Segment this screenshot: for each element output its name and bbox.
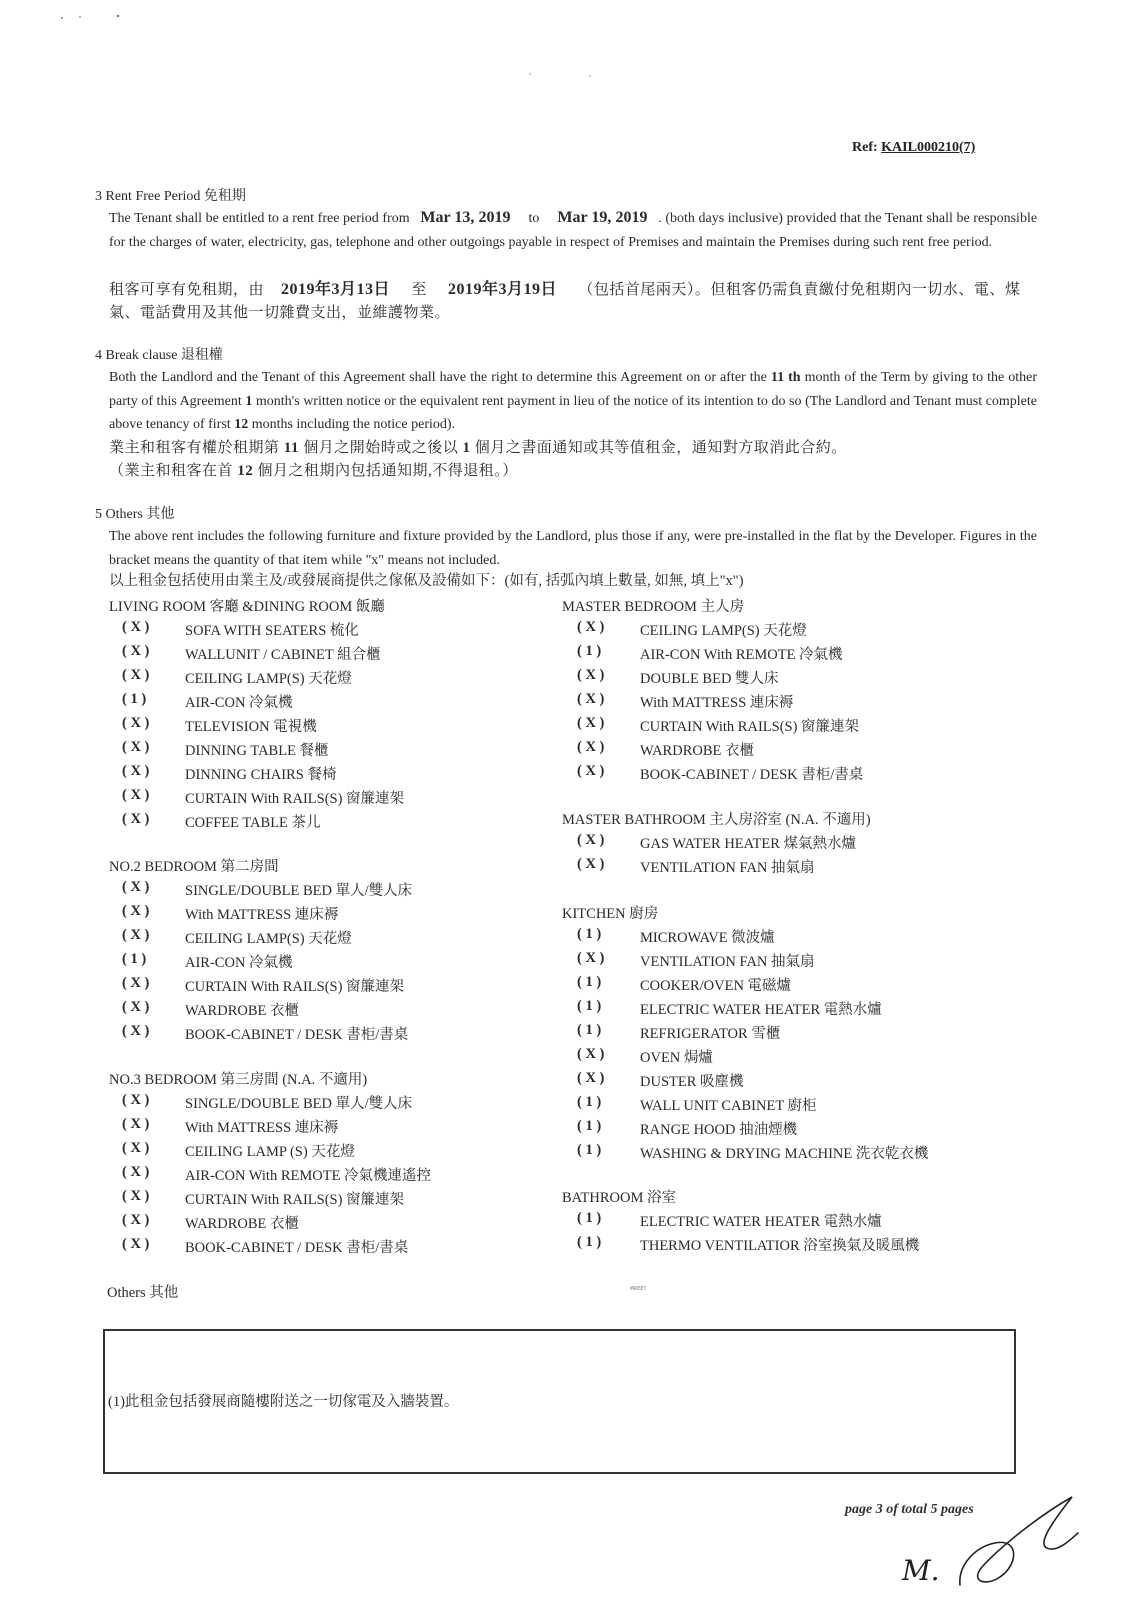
item-quantity: ( X ) xyxy=(577,715,605,731)
item-quantity: ( X ) xyxy=(122,1188,150,1204)
item-quantity: ( X ) xyxy=(577,691,605,707)
item-label: VENTILATION FAN 抽氣扇 xyxy=(640,954,815,970)
section-3-chinese: 租客可享有免租期，由 2019年3月13日 至 2019年3月19日 （包括首尾兩天）。但租客仍需負責繳付免租期內一切水、電、煤氣、電話費用及其他一切雜費支出，並維護物業。 xyxy=(109,281,1021,321)
item-quantity: ( X ) xyxy=(122,643,150,659)
signature xyxy=(900,1485,1100,1595)
item-quantity: ( X ) xyxy=(122,619,150,635)
bedroom-2-title: NO.2 BEDROOM 第二房間 xyxy=(109,859,279,875)
item-label: DUSTER 吸塵機 xyxy=(640,1074,744,1090)
section-4-heading: 4 Break clause 退租權 xyxy=(95,348,223,363)
item-quantity: ( X ) xyxy=(577,763,605,779)
item-quantity: ( X ) xyxy=(122,1236,150,1252)
item-quantity: ( X ) xyxy=(122,975,150,991)
item-label: REFRIGERATOR 雪櫃 xyxy=(640,1026,781,1042)
item-quantity: ( 1 ) xyxy=(577,926,602,942)
item-label: CEILING LAMP(S) 天花燈 xyxy=(185,671,352,687)
item-label: BOOK-CABINET / DESK 書柜/書桌 xyxy=(640,767,864,783)
item-quantity: ( X ) xyxy=(122,739,150,755)
item-label: WARDROBE 衣櫃 xyxy=(640,743,754,759)
item-label: SOFA WITH SEATERS 梳化 xyxy=(185,623,359,639)
item-quantity: ( X ) xyxy=(122,1212,150,1228)
item-label: DOUBLE BED 雙人床 xyxy=(640,671,779,687)
item-quantity: ( X ) xyxy=(577,856,605,872)
item-label: MICROWAVE 微波爐 xyxy=(640,930,775,946)
item-label: WARDROBE 衣櫃 xyxy=(185,1003,299,1019)
item-quantity: ( 1 ) xyxy=(577,1118,602,1134)
item-quantity: ( 1 ) xyxy=(122,691,147,707)
ref-error-mark: #REF! xyxy=(630,1286,647,1292)
item-label: CURTAIN With RAILS(S) 窗簾連架 xyxy=(185,1192,405,1208)
reference-number xyxy=(852,140,975,156)
item-quantity: ( X ) xyxy=(122,1116,150,1132)
item-label: GAS WATER HEATER 煤氣熱水爐 xyxy=(640,836,857,852)
others-label: Others 其他 xyxy=(107,1285,179,1301)
item-label: CEILING LAMP (S) 天花燈 xyxy=(185,1144,355,1160)
bathroom-title: BATHROOM 浴室 xyxy=(562,1190,676,1206)
item-quantity: ( X ) xyxy=(122,927,150,943)
item-quantity: ( X ) xyxy=(577,619,605,635)
item-quantity: ( X ) xyxy=(577,1070,605,1086)
item-quantity: ( X ) xyxy=(122,763,150,779)
item-quantity: ( X ) xyxy=(577,739,605,755)
master-bedroom-title: MASTER BEDROOM 主人房 xyxy=(562,599,745,615)
scan-specks xyxy=(0,0,1130,100)
item-quantity: ( 1 ) xyxy=(577,1142,602,1158)
item-label: WALLUNIT / CABINET 組合櫃 xyxy=(185,647,381,663)
item-label: With MATTRESS 連床褥 xyxy=(185,1120,339,1136)
item-label: AIR-CON 冷氣機 xyxy=(185,955,293,971)
living-room-title: LIVING ROOM 客廳 &DINING ROOM 飯廳 xyxy=(109,599,385,615)
item-label: DINNING CHAIRS 餐椅 xyxy=(185,767,337,783)
item-quantity: ( X ) xyxy=(122,879,150,895)
section-3-english: The Tenant shall be entitled to a rent free period from Mar 13, 2019 to Mar 19, 2019 . (both days inclusive) provided that the Tenant shall be responsible for the charges of water, electricity, gas, telephone and other outgoings payable in respect of Premises and maintain the Premises during such rent free period. xyxy=(109,209,1038,250)
item-quantity: ( X ) xyxy=(577,667,605,683)
item-label: AIR-CON With REMOTE 冷氣機連遙控 xyxy=(185,1168,432,1184)
section-3-heading: 3 Rent Free Period 免租期 xyxy=(95,189,246,204)
item-quantity: ( 1 ) xyxy=(577,1210,602,1226)
section-5-heading: 5 Others 其他 xyxy=(95,507,175,522)
item-label: CURTAIN With RAILS(S) 窗簾連架 xyxy=(640,719,860,735)
item-quantity: ( X ) xyxy=(122,1164,150,1180)
item-quantity: ( 1 ) xyxy=(577,974,602,990)
section-4-chinese: 業主和租客有權於租期第 11 個月之開始時或之後以 1 個月之書面通知或其等值租金，通知對方取消此合約。 （業主和租客在首 12 個月之租期內包括通知期,不得退租。） xyxy=(109,440,847,479)
others-text: (1)此租金包括發展商隨樓附送之一切傢電及入牆裝置。 xyxy=(108,1394,459,1410)
ref-code: KAIL000210(7) xyxy=(881,140,976,155)
page-footer: page 3 of total 5 pages xyxy=(845,1502,974,1517)
item-label: AIR-CON 冷氣機 xyxy=(185,695,293,711)
item-quantity: ( 1 ) xyxy=(577,998,602,1014)
item-label: SINGLE/DOUBLE BED 單人/雙人床 xyxy=(185,883,413,899)
item-label: ELECTRIC WATER HEATER 電熱水爐 xyxy=(640,1002,882,1018)
item-quantity: ( X ) xyxy=(577,950,605,966)
item-label: CURTAIN With RAILS(S) 窗簾連架 xyxy=(185,791,405,807)
section-4-english: Both the Landlord and the Tenant of this Agreement shall have the right to determine this Agreement on or after the 11 th month of the Term by giving to the other party of this Agreement 1 month's written notice or the equivalent rent payment in lieu of the notice of its intention to do so (The Landlord and Tenant must complete above tenancy of first 12 months including the notice period). xyxy=(109,370,1038,432)
item-label: SINGLE/DOUBLE BED 單人/雙人床 xyxy=(185,1096,413,1112)
item-label: CURTAIN With RAILS(S) 窗簾連架 xyxy=(185,979,405,995)
item-quantity: ( X ) xyxy=(122,1092,150,1108)
ref-label: Ref: xyxy=(852,140,878,155)
item-label: WALL UNIT CABINET 廚柜 xyxy=(640,1098,817,1114)
item-quantity: ( 1 ) xyxy=(577,1022,602,1038)
item-quantity: ( 1 ) xyxy=(577,643,602,659)
item-quantity: ( 1 ) xyxy=(122,951,147,967)
item-quantity: ( X ) xyxy=(122,1023,150,1039)
master-bathroom-title: MASTER BATHROOM 主人房浴室 (N.A. 不適用) xyxy=(562,812,871,828)
item-label: BOOK-CABINET / DESK 書柜/書桌 xyxy=(185,1240,409,1256)
item-quantity: ( X ) xyxy=(122,715,150,731)
section-5-chinese: 以上租金包括使用由業主及/或發展商提供之傢俬及設備如下：(如有, 括弧內填上數量, 如無, 填上"x") xyxy=(109,573,744,589)
bedroom-3-title: NO.3 BEDROOM 第三房間 (N.A. 不適用) xyxy=(109,1072,368,1088)
item-quantity: ( X ) xyxy=(122,903,150,919)
item-label: OVEN 焗爐 xyxy=(640,1050,713,1066)
section-5-english: The above rent includes the following furniture and fixture provided by the Landlord, plus those if any, were pre-installed in the flat by the Developer. Figures in the bracket means the quantity of that item while "x" means not included. xyxy=(109,529,1037,568)
item-label: With MATTRESS 連床褥 xyxy=(640,695,794,711)
item-quantity: ( X ) xyxy=(577,832,605,848)
item-label: VENTILATION FAN 抽氣扇 xyxy=(640,860,815,876)
item-label: CEILING LAMP(S) 天花燈 xyxy=(185,931,352,947)
item-quantity: ( X ) xyxy=(122,787,150,803)
signature-initials: M. xyxy=(902,1554,940,1587)
item-quantity: ( 1 ) xyxy=(577,1094,602,1110)
item-label: COOKER/OVEN 電磁爐 xyxy=(640,978,792,994)
item-quantity: ( X ) xyxy=(122,811,150,827)
item-label: DINNING TABLE 餐櫃 xyxy=(185,743,329,759)
item-quantity: ( X ) xyxy=(122,1140,150,1156)
item-quantity: ( X ) xyxy=(577,1046,605,1062)
item-label: ELECTRIC WATER HEATER 電熱水爐 xyxy=(640,1214,882,1230)
item-label: WASHING & DRYING MACHINE 洗衣乾衣機 xyxy=(640,1146,929,1162)
item-label: WARDROBE 衣櫃 xyxy=(185,1216,299,1232)
kitchen-title: KITCHEN 廚房 xyxy=(562,906,659,922)
item-label: RANGE HOOD 抽油煙機 xyxy=(640,1122,798,1138)
item-label: TELEVISION 電視機 xyxy=(185,719,317,735)
item-label: With MATTRESS 連床褥 xyxy=(185,907,339,923)
item-label: COFFEE TABLE 茶儿 xyxy=(185,815,321,831)
item-quantity: ( X ) xyxy=(122,667,150,683)
item-quantity: ( 1 ) xyxy=(577,1234,602,1250)
item-label: BOOK-CABINET / DESK 書柜/書桌 xyxy=(185,1027,409,1043)
item-quantity: ( X ) xyxy=(122,999,150,1015)
item-label: AIR-CON With REMOTE 冷氣機 xyxy=(640,647,843,663)
item-label: CEILING LAMP(S) 天花燈 xyxy=(640,623,807,639)
item-label: THERMO VENTILATIOR 浴室換氣及暖風機 xyxy=(640,1238,920,1254)
